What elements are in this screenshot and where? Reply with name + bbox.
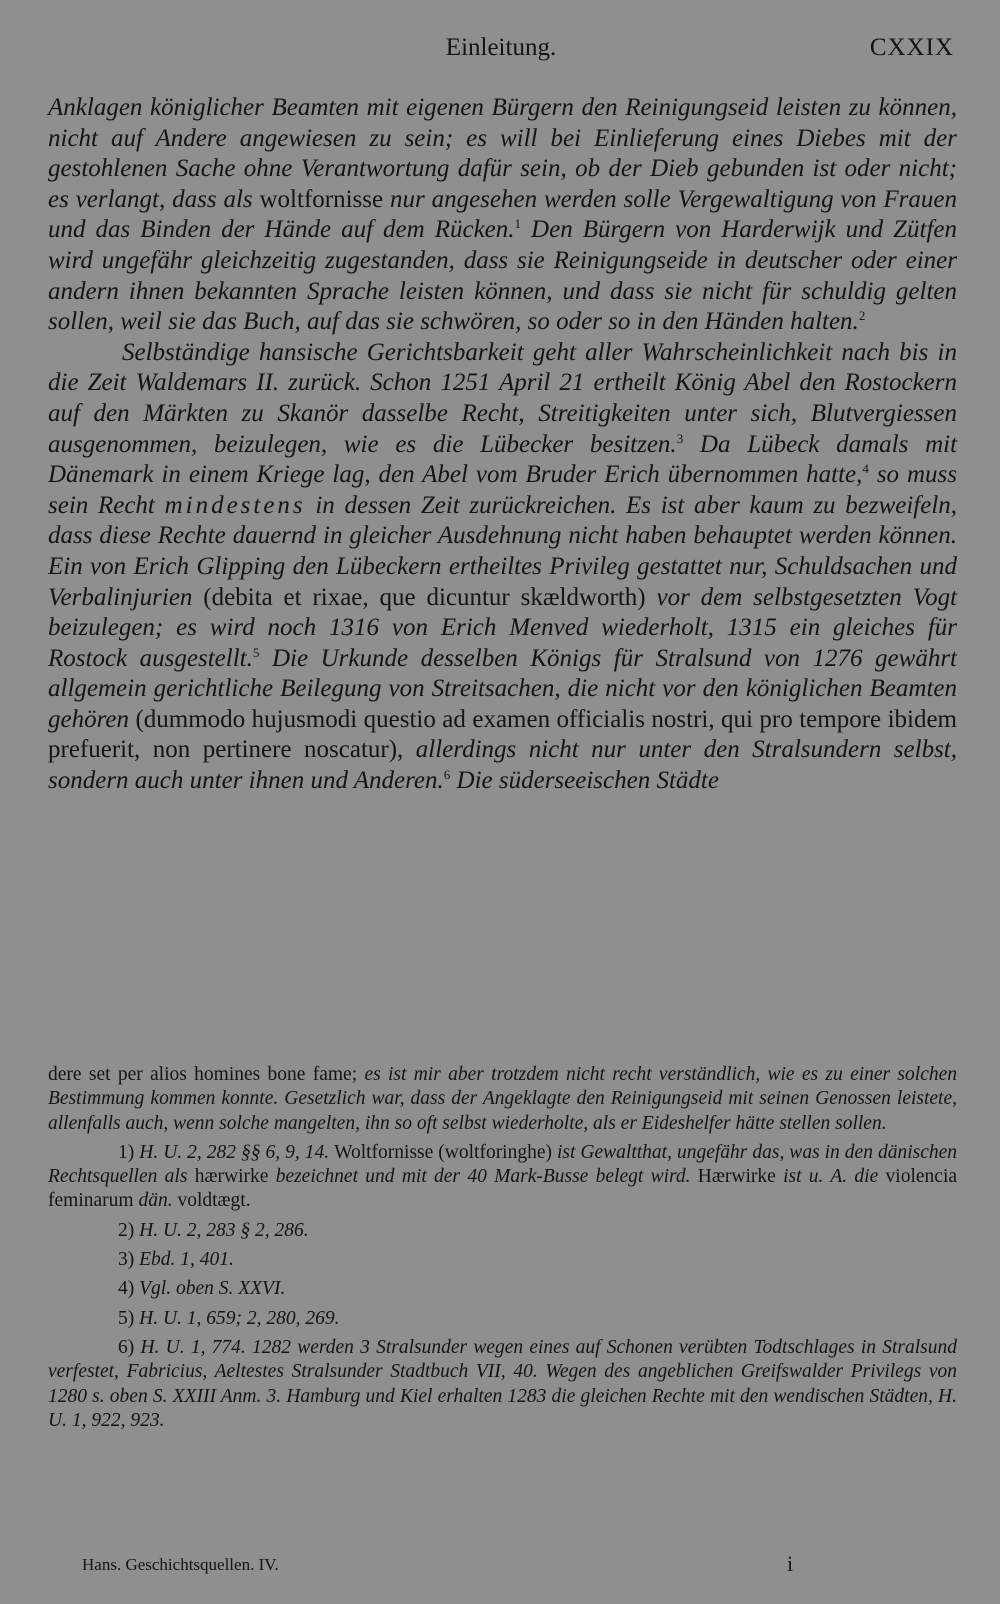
- text-run: ist Gewaltthat, ungefähr das, was in den dänischen Rechtsquellen als: [48, 1141, 958, 1188]
- text-run: vor dem selbstgesetzten Vogt beizulegen; es wird noch 1316 von Erich Menved wiederholt, 1315 ein gleiches für Rostock ausgestellt.: [48, 583, 958, 672]
- running-header: [48, 34, 954, 70]
- latin-quote: (debita et rixae, que dicuntur skældworth): [203, 583, 646, 611]
- running-title: Einleitung.: [445, 34, 557, 61]
- footnote-number: 6): [118, 1336, 135, 1358]
- upright-term: Woltfornisse (woltforinghe): [334, 1141, 552, 1163]
- text-run: Da Lübeck damals mit Dänemark in einem Kriege lag, den Abel vom Bruder Erich übernommen hatte,: [48, 430, 958, 489]
- footnote-ref-4[interactable]: 4: [862, 461, 869, 477]
- page-number: CXXIX: [869, 34, 954, 61]
- footnotes: [48, 1063, 957, 1433]
- text-run: Selbständige hansische Gerichtsbarkeit geht aller Wahrscheinlichkeit nach bis in die Zeit Waldemars II. zurück. Schon 1251 April 21 ertheilt König Abel den Rostockern auf den Märkten zu Skanör dasselbe Recht, Streitigkeiten unter sich, Blutvergiessen ausgenommen, beizulegen, wie es die Lübecker besitzen.: [48, 338, 957, 458]
- footnote-4: [48, 1277, 957, 1301]
- footnote-6: [48, 1336, 957, 1433]
- text-run: Die süderseeischen Städte: [456, 767, 719, 795]
- citation: Vgl. oben S. XXVI.: [139, 1278, 286, 1300]
- footnote-5: [48, 1307, 957, 1331]
- footnote-3: [48, 1248, 957, 1272]
- text-run: allerdings nicht nur unter den Stralsundern selbst, sondern auch unter ihnen und Anderen.: [48, 736, 957, 795]
- upright-term: voldtægt.: [177, 1190, 251, 1212]
- spaced-emphasis: mindestens: [164, 491, 306, 519]
- text-run: ist u. A. die: [783, 1166, 879, 1188]
- citation: H. U. 2, 282 §§ 6, 9, 14.: [139, 1141, 330, 1163]
- footnote-2: [48, 1219, 957, 1243]
- footnote-ref-1[interactable]: 1: [514, 216, 522, 232]
- footnote-number: 3): [118, 1249, 135, 1271]
- text-run: so muss sein Recht: [48, 461, 957, 519]
- citation: H. U. 2, 283 § 2, 286.: [139, 1219, 309, 1241]
- upright-term: violencia feminarum: [48, 1166, 958, 1212]
- citation: Ebd. 1, 401.: [139, 1249, 234, 1271]
- latin-quote: dere set per alios homines bone fame;: [48, 1064, 358, 1085]
- latin-quote: (dummodo hujusmodi questio ad examen officialis nostri, qui pro tempore ibidem prefuerit, non pertinere noscatur),: [48, 705, 957, 764]
- upright-term: woltfornisse: [259, 185, 384, 213]
- citation: H. U. 1, 774. 1282 werden 3 Stralsunder wegen eines auf Schonen verübten Todtschlages in Stralsund verfestet, Fabricius, Aeltestes Stralsunder Stadtbuch VII, 40. Wegen des angeblichen Greifswalder Privilegs von 1280 s. oben S. XXIII Anm. 3. Hamburg und Kiel erhalten 1283 die gleichen Rechte mit den wendischen Städten, H. U. 1, 922, 923.: [48, 1336, 957, 1431]
- text-run: dän.: [138, 1190, 173, 1212]
- footnote-ref-2[interactable]: 2: [858, 308, 866, 324]
- paragraph-1: [48, 93, 957, 338]
- text-run: Den Bürgern von Harderwijk und Zütfen wird ungefähr gleichzeitig zugestanden, dass sie Reinigungseide in deutscher oder einer andern ihnen bekannten Sprache leisten können, und dass sie nicht für schuldig gelten sollen, weil sie das Buch, auf das sie schwören, so oder so in den Händen halten.: [48, 216, 957, 336]
- footnote-ref-5[interactable]: 5: [252, 644, 260, 660]
- series-title: Hans. Geschichtsquellen. IV.: [82, 1555, 279, 1574]
- footnote-number: 1): [118, 1141, 135, 1163]
- text-run: bezeichnet und mit der 40 Mark-Busse belegt wird.: [275, 1166, 691, 1188]
- footnote-ref-3[interactable]: 3: [676, 430, 684, 446]
- main-text: [48, 93, 957, 797]
- citation: H. U. 1, 659; 2, 280, 269.: [139, 1307, 340, 1329]
- text-run: Die Urkunde desselben Königs für Stralsund von 1276 gewährt allgemein gerichtliche Beilegung von Streitsachen, die nicht vor den königlichen Beamten gehören: [48, 644, 958, 733]
- text-run: in dessen Zeit zurückreichen. Es ist aber kaum zu bezweifeln, dass diese Rechte dauernd in gleicher Ausdehnung nicht haben behauptet werden können. Ein von Erich Glipping den Lübeckern ertheiltes Privileg gestattet nur, Schuldsachen und Verbalinjurien: [48, 491, 958, 611]
- text-run: nur angesehen werden solle Vergewaltigung von Frauen und das Binden der Hände auf dem Rücken.: [48, 185, 958, 244]
- signature-mark: i: [787, 1551, 794, 1576]
- footnote-1: [48, 1141, 957, 1214]
- upright-term: hærwirke: [194, 1166, 269, 1188]
- footnote-number: 5): [118, 1307, 135, 1329]
- paragraph-2: [48, 338, 957, 797]
- upright-term: Hærwirke: [697, 1166, 776, 1188]
- footnote-continuation: [48, 1063, 957, 1136]
- footnote-ref-6[interactable]: 6: [443, 767, 451, 783]
- footnote-number: 4): [118, 1278, 135, 1300]
- text-run: es ist mir aber trotzdem nicht recht verständlich, wie es zu einer solchen Bestimmung kommen konnte. Gesetzlich war, dass der Angeklagte den Reinigungseid mit seinen Genossen leistete, allenfalls auch, wenn solche mangelten, ihn so oft selbst wiederholte, als er Eideshelfer hätte stellen sollen.: [48, 1064, 957, 1134]
- page-footer: [82, 1551, 802, 1576]
- footnote-number: 2): [118, 1219, 135, 1241]
- text-run: Anklagen königlicher Beamten mit eigenen Bürgern den Reinigungseid leisten zu können, nicht auf Andere angewiesen zu sein; es will bei Einlieferung eines Diebes mit der gestohlenen Sache ohne Verantwortung dafür sein, ob der Dieb gebunden ist oder nicht; es verlangt, dass als: [48, 94, 957, 213]
